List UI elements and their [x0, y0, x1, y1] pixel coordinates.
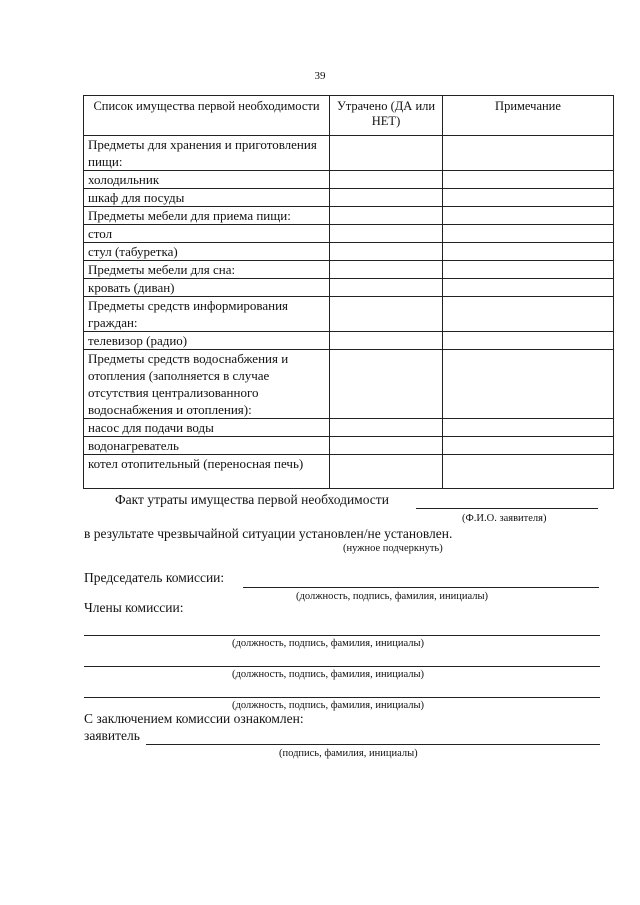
- lost-cell[interactable]: [330, 225, 443, 243]
- row-label: Предметы для хранения и приготовления пищи:: [84, 136, 330, 171]
- note-cell[interactable]: [443, 455, 614, 489]
- page-number: 39: [314, 70, 326, 82]
- member-signature-line[interactable]: [84, 697, 600, 698]
- table-row: [84, 207, 614, 225]
- table-row: [84, 437, 614, 455]
- note-cell[interactable]: [443, 261, 614, 279]
- row-label: Предметы средств информирования граждан:: [84, 297, 330, 332]
- table-row: [84, 350, 614, 419]
- lost-cell[interactable]: [330, 207, 443, 225]
- table-row: [84, 332, 614, 350]
- lost-cell[interactable]: [330, 189, 443, 207]
- note-cell[interactable]: [443, 136, 614, 171]
- chairman-label: Председатель комиссии:: [84, 570, 225, 585]
- table-row: [84, 171, 614, 189]
- member-signature-line[interactable]: [84, 635, 600, 636]
- applicant-signature-caption: (подпись, фамилия, инициалы): [279, 748, 418, 759]
- table-row: [84, 136, 614, 171]
- chairman-signature-line[interactable]: [243, 587, 599, 588]
- underline-caption: (нужное подчеркнуть): [343, 543, 443, 554]
- row-label: котел отопительный (переносная печь): [84, 455, 330, 489]
- note-cell[interactable]: [443, 437, 614, 455]
- table-row: [84, 297, 614, 332]
- lost-cell[interactable]: [330, 243, 443, 261]
- table-row: [84, 243, 614, 261]
- row-label: насос для подачи воды: [84, 419, 330, 437]
- note-cell[interactable]: [443, 419, 614, 437]
- row-label: шкаф для посуды: [84, 189, 330, 207]
- note-cell[interactable]: [443, 189, 614, 207]
- property-table: [83, 95, 614, 489]
- member-caption: (должность, подпись, фамилия, инициалы): [232, 700, 425, 711]
- table-row: [84, 279, 614, 297]
- applicant-caption: (Ф.И.О. заявителя): [462, 513, 547, 524]
- lost-cell[interactable]: [330, 350, 443, 419]
- note-cell[interactable]: [443, 297, 614, 332]
- acknowledgement-text: С заключением комиссии ознакомлен:: [84, 711, 304, 726]
- header-lost: Утрачено (ДА или НЕТ): [330, 96, 443, 136]
- lost-cell[interactable]: [330, 279, 443, 297]
- table-row: [84, 419, 614, 437]
- table-row: [84, 189, 614, 207]
- row-label: водонагреватель: [84, 437, 330, 455]
- row-label: Предметы мебели для приема пищи:: [84, 207, 330, 225]
- lost-cell[interactable]: [330, 332, 443, 350]
- applicant-name-line[interactable]: [416, 508, 598, 509]
- lost-cell[interactable]: [330, 261, 443, 279]
- lost-cell[interactable]: [330, 437, 443, 455]
- row-label: Предметы мебели для сна:: [84, 261, 330, 279]
- members-label: Члены комиссии:: [84, 600, 184, 615]
- fact-text: Факт утраты имущества первой необходимости: [115, 492, 389, 507]
- lost-cell[interactable]: [330, 419, 443, 437]
- chairman-caption: (должность, подпись, фамилия, инициалы): [296, 591, 489, 602]
- table-row: [84, 455, 614, 489]
- note-cell[interactable]: [443, 332, 614, 350]
- note-cell[interactable]: [443, 207, 614, 225]
- lost-cell[interactable]: [330, 455, 443, 489]
- note-cell[interactable]: [443, 171, 614, 189]
- note-cell[interactable]: [443, 243, 614, 261]
- lost-cell[interactable]: [330, 171, 443, 189]
- applicant-signature-line[interactable]: [146, 744, 600, 745]
- row-label: телевизор (радио): [84, 332, 330, 350]
- header-property-list: Список имущества первой необходимости: [84, 96, 330, 136]
- note-cell[interactable]: [443, 225, 614, 243]
- note-cell[interactable]: [443, 279, 614, 297]
- note-cell[interactable]: [443, 350, 614, 419]
- header-note: Примечание: [443, 96, 614, 136]
- table-row: [84, 225, 614, 243]
- lost-cell[interactable]: [330, 136, 443, 171]
- member-caption: (должность, подпись, фамилия, инициалы): [232, 638, 425, 649]
- lost-cell[interactable]: [330, 297, 443, 332]
- member-signature-line[interactable]: [84, 666, 600, 667]
- row-label: стол: [84, 225, 330, 243]
- row-label: стул (табуретка): [84, 243, 330, 261]
- applicant-label: заявитель: [84, 728, 140, 743]
- table-header-row: [84, 96, 614, 136]
- result-text: в результате чрезвычайной ситуации установлен/не установлен.: [84, 526, 453, 541]
- row-label: Предметы средств водоснабжения и отопления (заполняется в случае отсутствия централизованного водоснабжения и отопления):: [84, 350, 330, 419]
- member-caption: (должность, подпись, фамилия, инициалы): [232, 669, 425, 680]
- row-label: кровать (диван): [84, 279, 330, 297]
- row-label: холодильник: [84, 171, 330, 189]
- table-row: [84, 261, 614, 279]
